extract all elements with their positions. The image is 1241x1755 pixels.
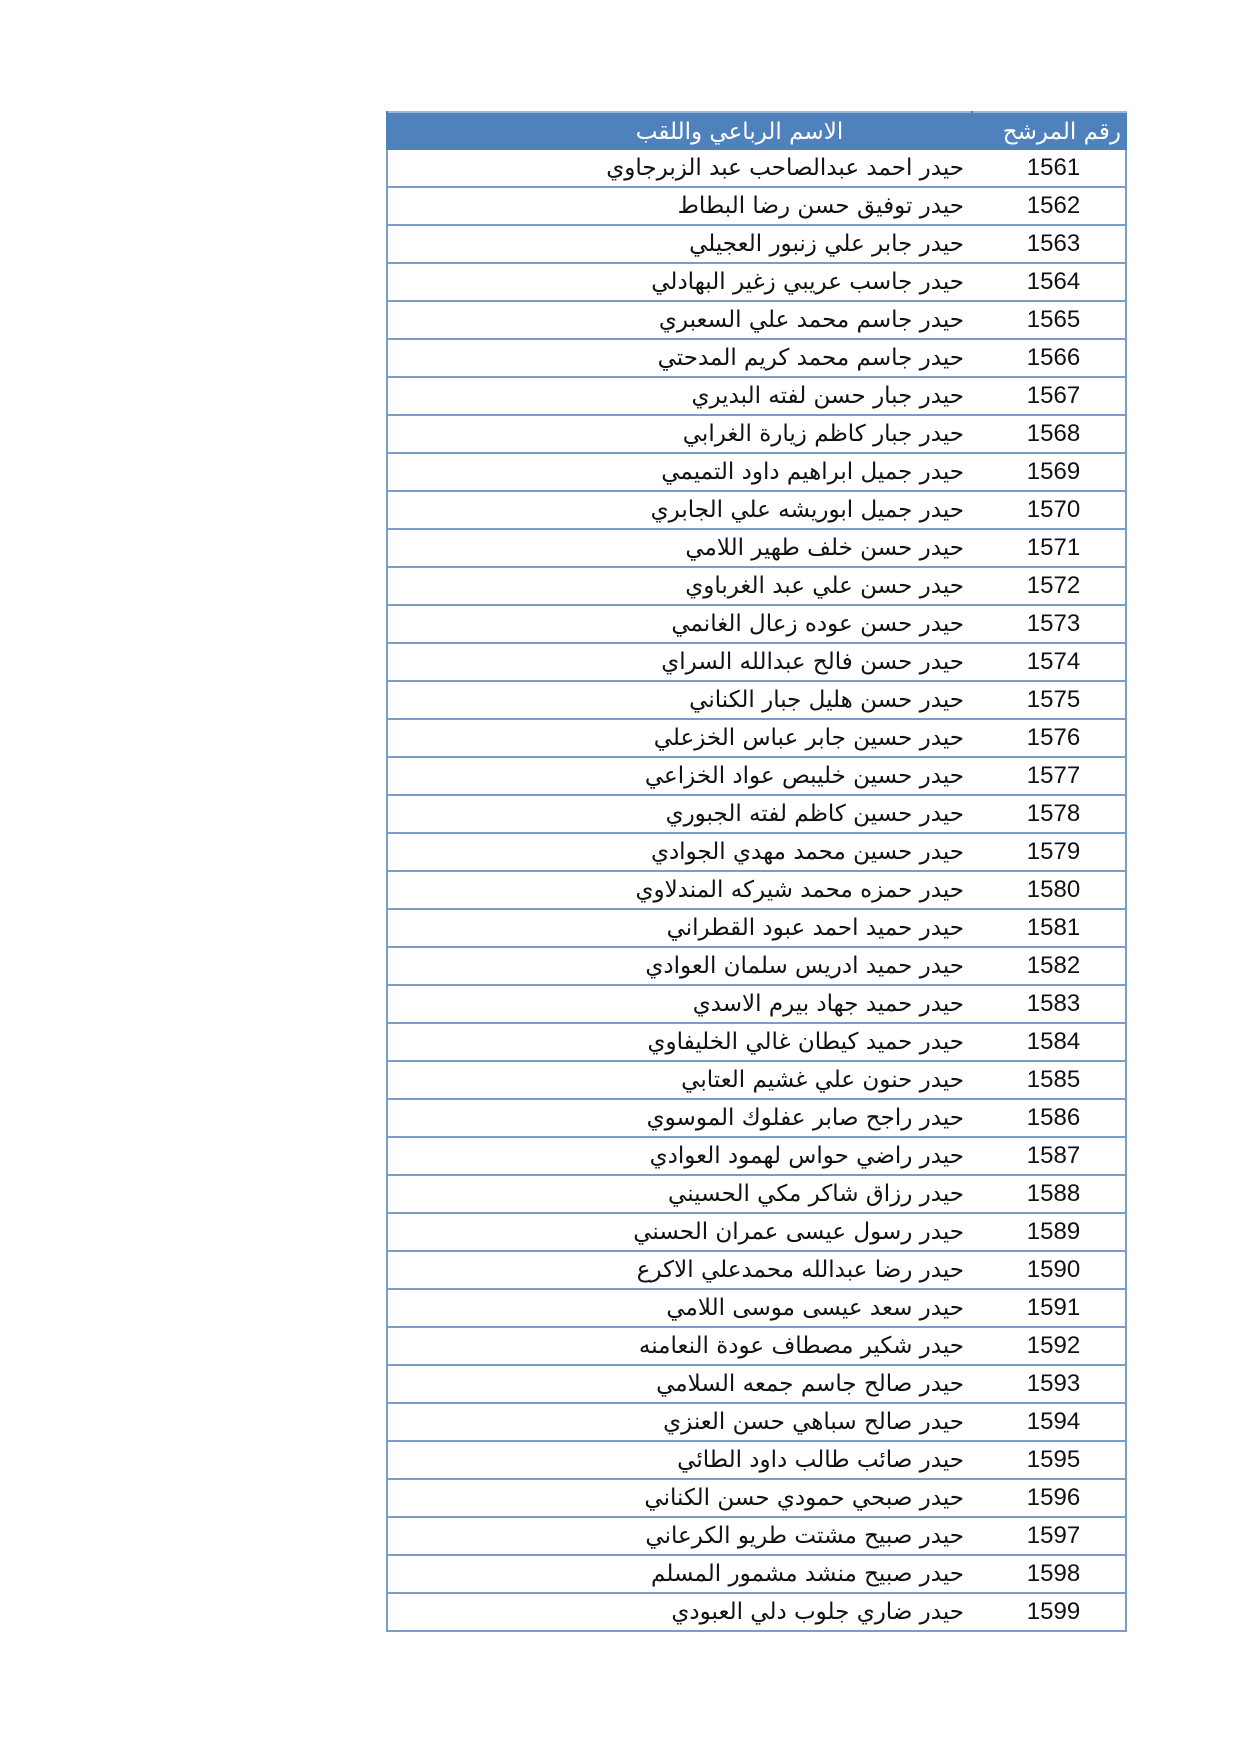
candidate-name: حيدر صالح جاسم جمعه السلامي — [387, 1365, 972, 1403]
candidate-name: حيدر شكير مصطاف عودة النعامنه — [387, 1327, 972, 1365]
candidate-number: 1568 — [972, 415, 1126, 453]
candidate-number: 1575 — [972, 681, 1126, 719]
candidate-number: 1584 — [972, 1023, 1126, 1061]
candidate-name: حيدر صبيح منشد مشمور المسلم — [387, 1555, 972, 1593]
candidate-name: حيدر رضا عبدالله محمدعلي الاكرع — [387, 1251, 972, 1289]
table-row — [387, 719, 1126, 757]
table-header-row — [387, 112, 1126, 150]
table-row — [387, 263, 1126, 301]
candidate-number: 1576 — [972, 719, 1126, 757]
candidate-number: 1594 — [972, 1403, 1126, 1441]
table-row — [387, 567, 1126, 605]
table-row — [387, 377, 1126, 415]
table-row — [387, 1403, 1126, 1441]
candidate-name: حيدر حسن هليل جبار الكناني — [387, 681, 972, 719]
candidate-name: حيدر حميد ادريس سلمان العوادي — [387, 947, 972, 985]
candidate-number: 1593 — [972, 1365, 1126, 1403]
table-row — [387, 1479, 1126, 1517]
candidate-number: 1598 — [972, 1555, 1126, 1593]
table-row — [387, 985, 1126, 1023]
candidate-number: 1574 — [972, 643, 1126, 681]
candidate-number: 1588 — [972, 1175, 1126, 1213]
candidate-name: حيدر حسن عوده زعال الغانمي — [387, 605, 972, 643]
candidate-name: حيدر جميل ابوريشه علي الجابري — [387, 491, 972, 529]
table-row — [387, 1175, 1126, 1213]
candidate-number: 1572 — [972, 567, 1126, 605]
candidate-number: 1589 — [972, 1213, 1126, 1251]
table-row — [387, 1251, 1126, 1289]
candidate-number: 1597 — [972, 1517, 1126, 1555]
candidate-name: حيدر حسين محمد مهدي الجوادي — [387, 833, 972, 871]
table-row — [387, 150, 1126, 187]
candidate-name: حيدر راضي حواس لهمود العوادي — [387, 1137, 972, 1175]
table-row — [387, 187, 1126, 225]
candidate-number: 1578 — [972, 795, 1126, 833]
table-row — [387, 795, 1126, 833]
table-row — [387, 1593, 1126, 1631]
candidate-name: حيدر حميد جهاد بيرم الاسدي — [387, 985, 972, 1023]
candidate-name: حيدر حسين جابر عباس الخزعلي — [387, 719, 972, 757]
candidate-name: حيدر صبيح مشتت طريو الكرعاني — [387, 1517, 972, 1555]
candidate-name: حيدر حسن خلف طهير اللامي — [387, 529, 972, 567]
candidate-number: 1571 — [972, 529, 1126, 567]
candidate-name: حيدر سعد عيسى موسى اللامي — [387, 1289, 972, 1327]
candidate-name: حيدر جاسم محمد كريم المدحتي — [387, 339, 972, 377]
candidate-number: 1587 — [972, 1137, 1126, 1175]
candidate-name: حيدر جبار حسن لفته البديري — [387, 377, 972, 415]
candidate-sheet — [386, 111, 1125, 1632]
table-row — [387, 301, 1126, 339]
table-row — [387, 1555, 1126, 1593]
candidate-name: حيدر حميد كيطان غالي الخليفاوي — [387, 1023, 972, 1061]
candidate-number: 1564 — [972, 263, 1126, 301]
candidates-table — [386, 111, 1127, 1632]
candidate-name: حيدر حسين كاظم لفته الجبوري — [387, 795, 972, 833]
candidate-name: حيدر جاسب عريبي زغير البهادلي — [387, 263, 972, 301]
candidate-number: 1570 — [972, 491, 1126, 529]
table-row — [387, 1365, 1126, 1403]
candidate-number: 1582 — [972, 947, 1126, 985]
candidate-name: حيدر حسن علي عبد الغرباوي — [387, 567, 972, 605]
table-row — [387, 453, 1126, 491]
table-row — [387, 605, 1126, 643]
table-row — [387, 643, 1126, 681]
candidate-number: 1585 — [972, 1061, 1126, 1099]
candidate-name: حيدر صبحي حمودي حسن الكناني — [387, 1479, 972, 1517]
candidate-name: حيدر جميل ابراهيم داود التميمي — [387, 453, 972, 491]
candidate-name: حيدر صائب طالب داود الطائي — [387, 1441, 972, 1479]
candidate-name: حيدر حنون علي غشيم العتابي — [387, 1061, 972, 1099]
candidate-name: حيدر جاسم محمد علي السعبري — [387, 301, 972, 339]
candidate-name: حيدر رسول عيسى عمران الحسني — [387, 1213, 972, 1251]
candidate-name: حيدر ضاري جلوب دلي العبودي — [387, 1593, 972, 1631]
candidate-number: 1566 — [972, 339, 1126, 377]
table-body — [387, 150, 1126, 1631]
table-row — [387, 1441, 1126, 1479]
candidate-number: 1565 — [972, 301, 1126, 339]
candidate-number: 1595 — [972, 1441, 1126, 1479]
candidate-number: 1581 — [972, 909, 1126, 947]
table-row — [387, 491, 1126, 529]
candidate-name: حيدر حسين خليبص عواد الخزاعي — [387, 757, 972, 795]
table-row — [387, 1517, 1126, 1555]
candidate-number: 1583 — [972, 985, 1126, 1023]
candidate-number: 1592 — [972, 1327, 1126, 1365]
candidate-name: حيدر احمد عبدالصاحب عبد الزبرجاوي — [387, 150, 972, 187]
candidate-name: حيدر صالح سباهي حسن العنزي — [387, 1403, 972, 1441]
candidate-name: حيدر حمزه محمد شيركه المندلاوي — [387, 871, 972, 909]
table-row — [387, 1099, 1126, 1137]
candidate-name: حيدر حميد احمد عبود القطراني — [387, 909, 972, 947]
table-row — [387, 1213, 1126, 1251]
candidate-number: 1569 — [972, 453, 1126, 491]
table-row — [387, 1327, 1126, 1365]
candidate-number: 1567 — [972, 377, 1126, 415]
table-row — [387, 225, 1126, 263]
table-row — [387, 757, 1126, 795]
table-row — [387, 339, 1126, 377]
candidate-number: 1573 — [972, 605, 1126, 643]
candidate-number: 1599 — [972, 1593, 1126, 1631]
table-row — [387, 871, 1126, 909]
table-row — [387, 529, 1126, 567]
candidate-name: حيدر رزاق شاكر مكي الحسيني — [387, 1175, 972, 1213]
candidate-number: 1579 — [972, 833, 1126, 871]
candidate-number: 1591 — [972, 1289, 1126, 1327]
candidate-name: حيدر جبار كاظم زيارة الغرابي — [387, 415, 972, 453]
candidate-number: 1596 — [972, 1479, 1126, 1517]
candidate-number: 1590 — [972, 1251, 1126, 1289]
candidate-name: حيدر راجح صابر عفلوك الموسوي — [387, 1099, 972, 1137]
candidate-name: حيدر حسن فالح عبدالله السراي — [387, 643, 972, 681]
table-row — [387, 1137, 1126, 1175]
header-full-name: الاسم الرباعي واللقب — [387, 112, 972, 150]
table-row — [387, 833, 1126, 871]
table-row — [387, 1023, 1126, 1061]
candidate-number: 1577 — [972, 757, 1126, 795]
table-row — [387, 909, 1126, 947]
candidate-name: حيدر جابر علي زنبور العجيلي — [387, 225, 972, 263]
table-row — [387, 947, 1126, 985]
candidate-number: 1562 — [972, 187, 1126, 225]
candidate-number: 1580 — [972, 871, 1126, 909]
candidate-number: 1563 — [972, 225, 1126, 263]
candidate-number: 1561 — [972, 150, 1126, 187]
table-row — [387, 1061, 1126, 1099]
table-row — [387, 1289, 1126, 1327]
candidate-name: حيدر توفيق حسن رضا البطاط — [387, 187, 972, 225]
table-row — [387, 415, 1126, 453]
table-row — [387, 681, 1126, 719]
header-candidate-number: رقم المرشح — [972, 112, 1126, 150]
candidate-number: 1586 — [972, 1099, 1126, 1137]
